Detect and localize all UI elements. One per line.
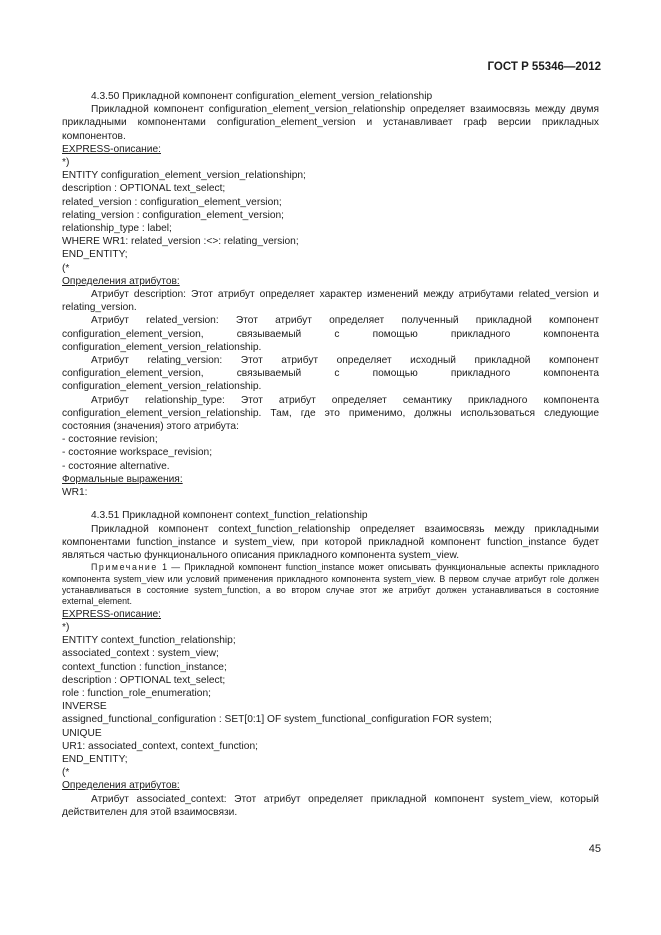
code-line: relationship_type : label; <box>62 223 172 235</box>
code-line: associated_context : system_view; <box>62 648 219 660</box>
list-item: - состояние alternative. <box>62 460 170 472</box>
spacer <box>62 499 599 509</box>
code-line: UR1: associated_context, context_function; <box>62 740 258 752</box>
code-line: description : OPTIONAL text_select; <box>62 674 226 686</box>
formal-expression: WR1: <box>62 487 88 499</box>
comment-open: *) <box>62 621 70 633</box>
note-label: Примечание <box>91 562 158 573</box>
attr-definitions-label: Определения атрибутов: <box>62 780 180 792</box>
code-line: WHERE WR1: related_version :<>: relating_version; <box>62 236 299 248</box>
standard-header: ГОСТ Р 55346—2012 <box>487 61 601 73</box>
section-intro: Прикладной компонент configuration_element_version_relationship определяет взаимосвязь между двумя прикладными компонентами configuration_element_version и устанавливает граф версии прикладных компонентов. <box>62 104 599 142</box>
code-line: role : function_role_enumeration; <box>62 687 211 699</box>
note-text: 1 — Прикладной компонент function_instance может описывать функциональные аспекты прикладного компонента system_view или условий применения прикладного компонента system_view. В первом случае атрибут role должен устанавливаться в состояние system_function, а во втором случае этот же атрибут должен устанавливаться в состояние external_element. <box>62 562 599 607</box>
code-line: related_version : configuration_element_version; <box>62 196 282 208</box>
code-line: UNIQUE <box>62 727 102 739</box>
formal-expressions-label: Формальные выражения: <box>62 473 183 485</box>
page-number: 45 <box>588 843 601 855</box>
code-line: assigned_functional_configuration : SET[0:1] OF system_functional_configuration FOR system; <box>62 714 492 726</box>
code-line: INVERSE <box>62 701 107 713</box>
section-heading-4-3-51: 4.3.51 Прикладной компонент context_function_relationship <box>91 510 368 522</box>
section-intro: Прикладной компонент context_function_relationship определяет взаимосвязь между прикладными компонентами function_instance и system_view, при которой прикладной компонент function_instance будет являться частью функционального описания прикладного компонента system_view. <box>62 523 599 561</box>
attr-related-version: Атрибут related_version: Этот атрибут определяет полученный прикладной компонент configuration_element_version, связываемый с помощью прикладного компонента configuration_element_version_relationship. <box>62 315 599 353</box>
list-item: - состояние revision; <box>62 434 158 446</box>
code-line: END_ENTITY; <box>62 753 128 765</box>
comment-open: *) <box>62 157 70 169</box>
code-line: relating_version : configuration_element_version; <box>62 209 284 221</box>
code-line: END_ENTITY; <box>62 249 128 261</box>
attr-relating-version: Атрибут relating_version: Этот атрибут определяет исходный прикладной компонент configuration_element_version, связываемый с помощью прикладного компонента configuration_element_version_relationship. <box>62 355 599 393</box>
section-heading-4-3-50: 4.3.50 Прикладной компонент configuration_element_version_relationship <box>91 91 433 102</box>
code-line: ENTITY context_function_relationship; <box>62 635 236 647</box>
attr-description: Атрибут description: Этот атрибут определяет характер изменений между атрибутами related_version и relating_version. <box>62 289 599 314</box>
code-line: ENTITY configuration_element_version_relationshipn; <box>62 170 306 182</box>
attr-definitions-label: Определения атрибутов: <box>62 275 180 287</box>
comment-close: (* <box>62 262 70 274</box>
comment-close: (* <box>62 767 70 779</box>
note <box>62 562 599 608</box>
attr-relationship-type: Атрибут relationship_type: Этот атрибут определяет семантику прикладного компонента configuration_element_version_relationship. Там, где это применимо, должны использоваться следующие состояния (значения) этого атрибута: <box>62 394 599 433</box>
code-line: context_function : function_instance; <box>62 661 227 673</box>
code-line: description : OPTIONAL text_select; <box>62 183 226 195</box>
page-content <box>62 90 599 819</box>
list-item: - состояние workspace_revision; <box>62 447 213 459</box>
express-label: EXPRESS-описание: <box>62 143 161 155</box>
attr-associated-context: Атрибут associated_context: Этот атрибут определяет прикладной компонент system_view, который действителен для этой взаимосвязи. <box>62 793 599 818</box>
express-label: EXPRESS-описание: <box>62 608 161 620</box>
